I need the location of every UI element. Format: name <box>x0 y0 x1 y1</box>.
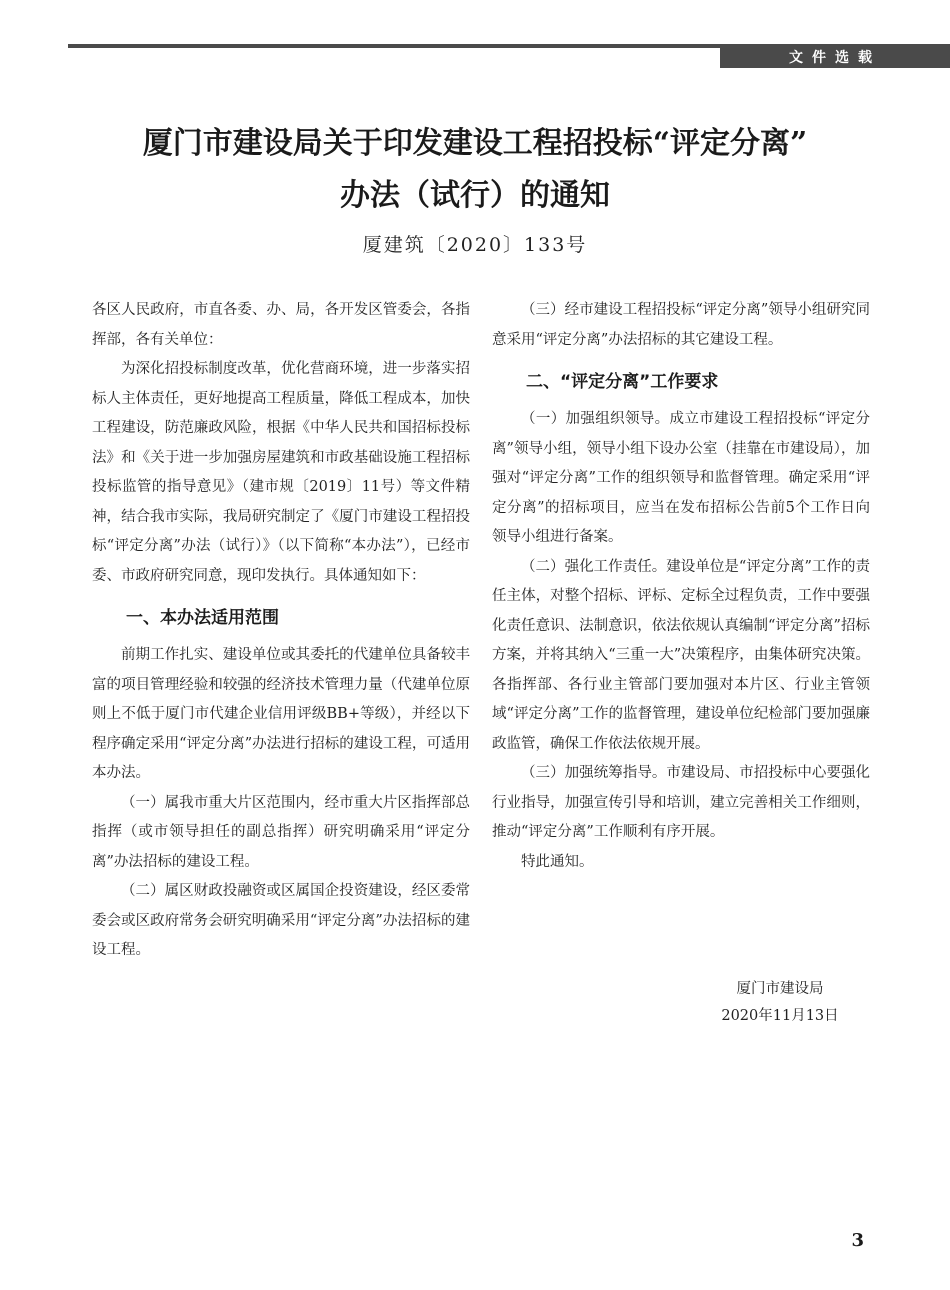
scope-item-3: （三）经市建设工程招投标“评定分离”领导小组研究同意采用“评定分离”办法招标的其它建设工程。 <box>492 302 870 348</box>
scope-item-1: （一）属我市重大片区范围内，经市重大片区指挥部总指挥（或市领导担任的副总指挥）研究明确采用“评定分离”办法招标的建设工程。 <box>92 794 470 870</box>
section-heading-requirements: 二、“评定分离”工作要求 <box>526 372 719 392</box>
document-title <box>60 118 890 222</box>
page-number: 3 <box>851 1230 864 1251</box>
signature-block <box>700 976 860 1030</box>
salutation: 各区人民政府，市直各委、办、局，各开发区管委会，各指挥部，各有关单位： <box>92 302 470 348</box>
section-heading-scope: 一、本办法适用范围 <box>126 608 279 628</box>
title-line-1: 厦门市建设局关于印发建设工程招投标“评定分离” <box>142 126 808 161</box>
issuer-name: 厦门市建设局 <box>736 981 824 997</box>
document-number: 厦建筑〔2020〕133号 <box>362 234 588 256</box>
requirement-item-1: （一）加强组织领导。成立市建设工程招投标“评定分离”领导小组，领导小组下设办公室（挂靠在市建设局），加强对“评定分离”工作的组织领导和监督管理。确定采用“评定分离”的招标项目，应当在发布招标公告前5个工作日向领导小组进行备案。 <box>492 411 870 545</box>
body-left-column <box>92 296 470 966</box>
body-right-column <box>492 296 870 877</box>
requirement-item-3: （三）加强统筹指导。市建设局、市招投标中心要强化行业指导，加强宣传引导和培训，建立完善相关工作细则，推动“评定分离”工作顺利有序开展。 <box>492 765 870 840</box>
scope-item-2: （二）属区财政投融资或区属国企投资建设，经区委常委会或区政府常务会研究明确采用“评定分离”办法招标的建设工程。 <box>92 883 470 958</box>
section-tag: 文件选载 <box>720 48 950 68</box>
scope-paragraph: 前期工作扎实、建设单位或其委托的代建单位具备较丰富的项目管理经验和较强的经济技术管理力量（代建单位原则上不低于厦门市代建企业信用评级BB+等级），并经以下程序确定采用“评定分离”办法进行招标的建设工程，可适用本办法。 <box>92 647 470 781</box>
intro-paragraph: 为深化招投标制度改革，优化营商环境，进一步落实招标人主体责任，更好地提高工程质量，降低工程成本，加快工程建设，防范廉政风险，根据《中华人民共和国招标投标法》和《关于进一步加强房屋建筑和市政基础设施工程招标投标监管的指导意见》（建市规〔2019〕11号）等文件精神，结合我市实际，我局研究制定了《厦门市建设工程招投标“评定分离”办法（试行）》（以下简称“本办法”），已经市委、市政府研究同意，现印发执行。具体通知如下： <box>92 361 470 584</box>
closing-line: 特此通知。 <box>521 853 594 870</box>
issue-date: 2020年11月13日 <box>721 1008 839 1024</box>
requirement-item-2: （二）强化工作责任。建设单位是“评定分离”工作的责任主体，对整个招标、评标、定标全过程负责，工作中要强化责任意识、法制意识，依法依规认真编制“评定分离”招标方案，并将其纳入“三重一大”决策程序，由集体研究决策。各指挥部、各行业主管部门要加强对本片区、行业主管领域“评定分离”工作的监督管理，建设单位纪检部门要加强廉政监管，确保工作依法依规开展。 <box>492 558 870 752</box>
title-line-2: 办法（试行）的通知 <box>340 178 610 213</box>
